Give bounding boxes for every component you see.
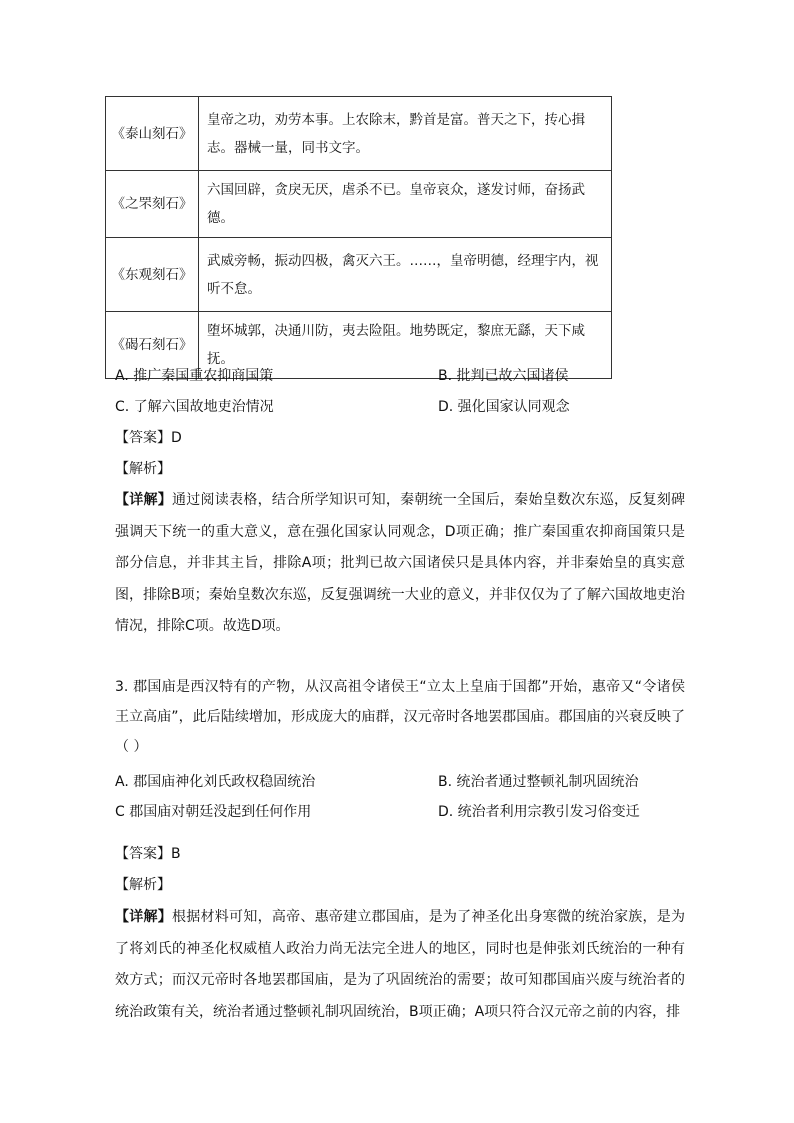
detail-text: 通过阅读表格，结合所学知识可知，秦朝统一全国后，秦始皇数次东巡，反复刻碑强调天下统一的重大意义，意在强化国家认同观念，D项正确；推广秦国重农抑商国策只是部分信息，并非其主旨，排除A项；批判已故六国诸侯只是具体内容，并非秦始皇的真实意图，排除B项；秦始皇数次东巡，反复强调统一大业的意义，并非仅仅为了了解六国故地吏治情况，排除C项。故选D项。 (115, 492, 686, 634)
answer-value: D (171, 430, 182, 446)
q2-option-c: C. 了解六国故地吏治情况 (115, 399, 274, 415)
stone-inscriptions-table (105, 96, 612, 379)
q3-option-c: C 郡国庙对朝廷没起到任何作用 (115, 804, 312, 820)
q3-stem: 3. 郡国庙是西汉特有的产物，从汉高祖令诸侯王“立太上皇庙于国都”开始，惠帝又“令诸侯王立高庙”，此后陆续增加，形成庞大的庙群，汉元帝时各地罢郡国庙。郡国庙的兴衰反映了（ ） (115, 679, 685, 755)
q2-detail (115, 485, 685, 643)
inscription-name: 《碣石刻石》 (106, 312, 199, 379)
q3-option-d: D. 统治者利用宗教引发习俗变迁 (438, 804, 640, 820)
inscription-name: 《东观刻石》 (106, 238, 199, 312)
q2-analysis-label: 【解析】 (115, 461, 171, 477)
q2-option-d: D. 强化国家认同观念 (438, 399, 570, 415)
inscription-text: 六国回辟，贪戾无厌，虐杀不已。皇帝哀众，遂发讨师，奋扬武德。 (199, 171, 612, 238)
answer-value: B (171, 846, 181, 862)
table-row (106, 238, 612, 312)
table-row (106, 171, 612, 238)
inscription-text: 堕坏城郭，决通川防，夷去险阻。地势既定，黎庶无繇，天下咸抚。 (199, 312, 612, 379)
q3-option-a: A. 郡国庙神化刘氏政权稳固统治 (115, 774, 316, 790)
q2-answer (115, 428, 182, 448)
q3-analysis-label: 【解析】 (115, 877, 171, 893)
q3-answer (115, 844, 181, 864)
q3-detail (115, 902, 685, 1054)
inscription-text: 武威旁畅，振动四极，禽灭六王。……，皇帝明德，经理宇内，视听不怠。 (199, 238, 612, 312)
detail-label: 【详解】 (115, 909, 173, 925)
detail-text: 根据材料可知，高帝、惠帝建立郡国庙，是为了神圣化出身寒微的统治家族，是为了将刘氏的神圣化权威植人政治力尚无法完全进人的地区，同时也是伸张刘氏统治的一种有效方式；而汉元帝时各地罢郡国庙，是为了巩固统治的需要；故可知郡国庙兴废与统治者的统治政策有关，统治者通过整顿礼制巩固统治，B项正确；A项只符合汉元帝之前的内容，排 (115, 909, 685, 1020)
inscription-name: 《泰山刻石》 (106, 97, 199, 171)
table-row (106, 97, 612, 171)
q2-option-a: A. 推广秦国重农抑商国策 (115, 368, 274, 384)
q3-option-b: B. 统治者通过整顿礼制巩固统治 (438, 774, 639, 790)
inscription-text: 皇帝之功，劝劳本事。上农除末，黔首是富。普天之下，抟心揖志。器械一量，同书文字。 (199, 97, 612, 171)
detail-label: 【详解】 (115, 492, 173, 508)
inscription-name: 《之罘刻石》 (106, 171, 199, 238)
answer-label: 【答案】 (115, 846, 171, 862)
q2-option-b: B. 批判已故六国诸侯 (438, 368, 569, 384)
answer-label: 【答案】 (115, 430, 171, 446)
